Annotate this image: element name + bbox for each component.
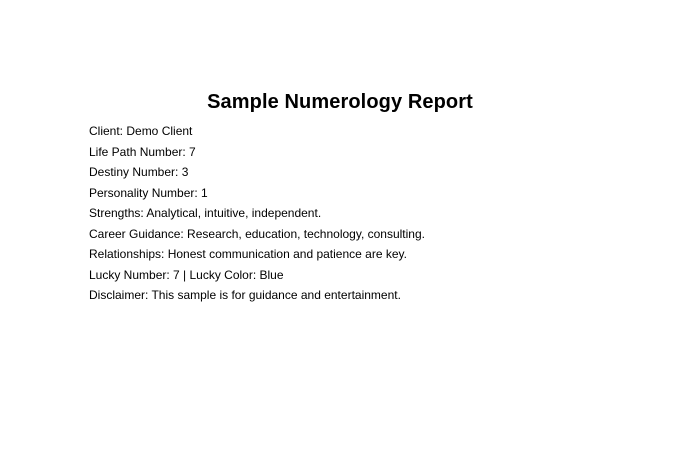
life-path-line: Life Path Number: 7 [89,144,196,159]
client-line: Client: Demo Client [89,124,193,138]
lucky-line: Lucky Number: 7 | Lucky Color: Blue [89,267,284,282]
career-guidance-line: Career Guidance: Research, education, technology, consulting. [89,226,425,241]
relationships-line: Relationships: Honest communication and patience are key. [89,247,407,261]
destiny-line: Destiny Number: 3 [89,165,189,179]
report-details [89,121,425,306]
strengths-line: Strengths: Analytical, intuitive, independent. [89,206,322,220]
report-title: Sample Numerology Report [207,91,473,113]
disclaimer-line: Disclaimer: This sample is for guidance and entertainment. [89,288,401,302]
personality-line: Personality Number: 1 [89,185,208,200]
